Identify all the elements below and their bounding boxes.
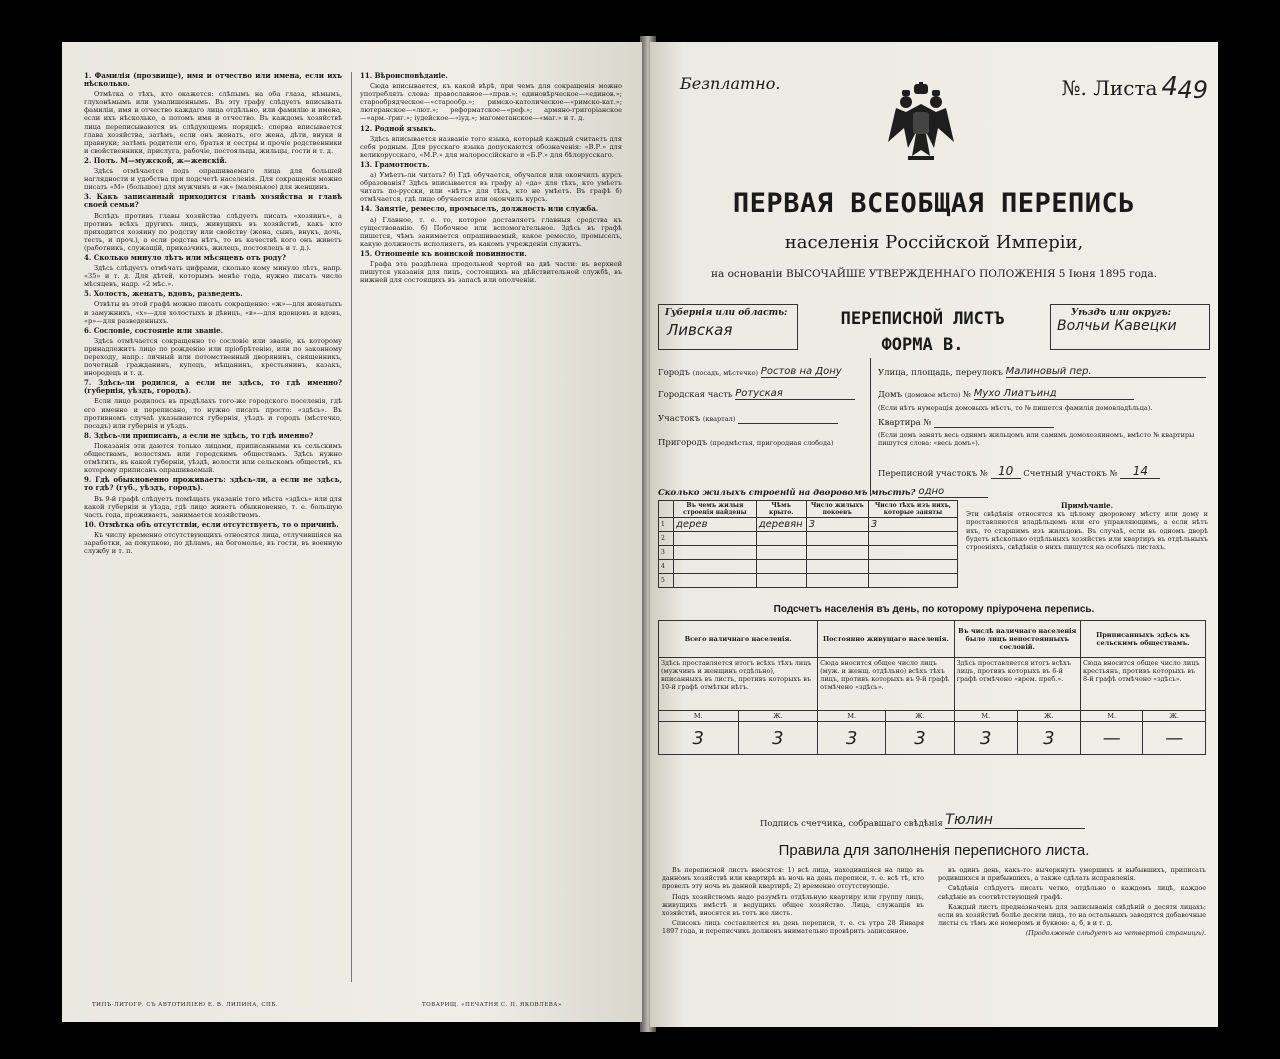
city-value: Ростов на Дону <box>760 366 842 377</box>
instruction-item-text: Отвѣты въ этой графѣ можно писать сокращенно: «ж»—для женатыхъ и замужнихъ, «х»—для холостыхъ и дѣвицъ, «в»—для вдовцовъ и вдовъ, «р»—для разведенныхъ. <box>84 300 342 325</box>
buildings-num-header <box>659 501 674 518</box>
buildings-row-number: 1 <box>659 518 674 532</box>
instruction-item-title: 7. Здѣсь-ли родился, а если не здѣсь, то гдѣ именно? (губернія, уѣздъ, городъ). <box>84 378 342 396</box>
pop-head-nonpermanent: Въ числѣ наличнаго населенія было лицъ непостоянныхъ сословій. <box>954 621 1080 658</box>
census-area-value: 10 <box>991 464 1021 479</box>
instruction-item-text: а) Умѣетъ-ли читать? б) Гдѣ обучается, обучался или окончилъ курсъ образованія? Здѣсь вписывается въ графу а) «да» для тѣхъ, кто умѣетъ читать по-русски, или «нѣтъ» для тѣхъ, кто не умѣетъ. Въ графѣ б) отмѣчается, гдѣ лицо обучается или окончилъ курсъ. <box>360 171 622 204</box>
legal-basis: на основаніи ВЫСОЧАЙШЕ УТВЕРЖДЕННАГО ПОЛОЖЕНІЯ 5 Іюня 1895 года. <box>710 268 1157 280</box>
population-desc-row <box>659 658 1206 711</box>
buildings-cell <box>868 574 957 588</box>
house-value: Мухо Лиатъинд <box>974 388 1134 400</box>
suburb-field <box>658 438 833 448</box>
pop-head-rural: Приписанныхъ здѣсь къ сельскимъ обществамъ. <box>1080 621 1205 658</box>
instruction-item-text: Отмѣтка о тѣхъ, кто окажется: слѣпымъ на оба глаза, нѣмымъ, глухонѣмымъ или умалишеннымъ. Въ эту графу слѣдуетъ вписывать фамиліи, имя и отчество каждаго лица отдѣльно, или фамилію и имена, если ихъ нѣсколько, а потомъ имя и отчество. Въ каждомъ хозяйствѣ лица переписываются въ слѣдующемъ порядкѣ: сперва вписывается глава хозяйства, затѣмъ, если онъ женатъ, его жена, дѣти, внуки и правнуки; затѣмъ родители его, братья и сестры и прочіе родственники и свойственники, прислуга, рабочіе, постояльцы, жильцы, гости и т. д. <box>84 90 342 155</box>
buildings-table <box>658 500 958 588</box>
buildings-row <box>659 518 958 532</box>
population-table <box>658 620 1206 755</box>
rule-paragraph: въ одинъ день, какъ-то: вычеркнуть умершихъ и выбывшихъ, приписать родившихся и прибывшихъ, а также сдѣлать исправленія. <box>938 866 1206 883</box>
house-note: (домовое мѣсто) <box>904 391 961 399</box>
population-head-row <box>659 621 1206 658</box>
document-title: ПЕРВАЯ ВСЕОБЩАЯ ПЕРЕПИСЬ <box>732 188 1136 219</box>
buildings-row-number: 3 <box>659 546 674 560</box>
population-mf-row <box>659 711 1206 722</box>
street-field <box>878 366 1206 378</box>
yard-answer: одно <box>918 486 988 498</box>
pop-nonpermanent-m: 3 <box>954 722 1017 755</box>
pop-nonpermanent-f: 3 <box>1017 722 1080 755</box>
rules-column-2 <box>938 866 1206 1016</box>
buildings-row <box>659 560 958 574</box>
yard-question-field <box>658 486 988 498</box>
pop-f-label: Ж. <box>1017 711 1080 722</box>
instructions-column-2 <box>360 70 622 985</box>
census-form-page <box>650 42 1218 1027</box>
precinct-value <box>738 423 838 424</box>
pop-f-label: Ж. <box>738 711 818 722</box>
house-label: Домъ <box>878 390 903 400</box>
printer-imprint-left: ТИПЪ-ЛИТОГР. СЪ АВТОТИПІЕЮ Е. В. ЛИПИНА, СПБ. <box>92 1002 279 1008</box>
instruction-item-text: Здѣсь вписывается названіе того языка, который каждый считаетъ для себя родным. Для русскаго языка допускаются обозначенія: «В.Р.» для великорусскаго, «М.Р.» для малороссійскаго и «Б.Р.» для бѣлорусскаго. <box>360 134 622 159</box>
rules-title: Правила для заполненія переписного листа. <box>778 842 1090 859</box>
instruction-item-text: Къ числу временно отсутствующихъ относятся лица, отлучившіяся на заработки, за покупкою, по дѣламъ, на богомолье, въ гости, въ военную службу и т. п. <box>84 530 342 556</box>
pop-m-label: М. <box>954 711 1017 722</box>
instruction-item-text: Въ 9-й графѣ слѣдуетъ помѣщать указаніе того мѣста «здѣсь» или для какой губерніи и уѣзда, гдѣ лицо живетъ обыкновенно, т. е. большую часть года, проживаетъ, занимается хозяйствомъ. <box>84 494 342 519</box>
instruction-item-title: 12. Родной языкъ. <box>360 123 437 133</box>
apartment-note: (Если домъ занятъ весь однимъ жильцомъ или самимъ домохозяиномъ, вмѣсто № квартиры пишутся слова: «весь домъ»). <box>878 431 1195 447</box>
counter-area-value: 14 <box>1120 464 1160 479</box>
instruction-item-title: 2. Полъ. М—мужской, ж—женскій. <box>84 155 227 165</box>
pop-m-label: М. <box>659 711 739 722</box>
pop-desc-rural: Сюда вносится общее число лицъ крестьянъ, противъ которыхъ въ 8-й графѣ отмѣчено «здѣсь». <box>1080 658 1205 711</box>
buildings-row <box>659 532 958 546</box>
instruction-item-text: Показанія эти даются только лицами, приписанными къ сельскимъ обществамъ, волостямъ или городскимъ обществамъ. Здѣсь нужно отмѣтить, въ какой губерніи, уѣздѣ, волости или сельскомъ обществѣ, къ которому приписанъ опрашиваемый. <box>84 441 342 475</box>
rule-paragraph: Въ переписной листъ вносятся: 1) всѣ лица, находившіяся на лицо въ данномъ хозяйствѣ или квартирѣ въ ночь на день переписи, т. е. всѣ тѣ, кто провелъ эту ночь въ данной квартирѣ; 2) временно отсутствующіе. <box>662 866 924 891</box>
apartment-field <box>878 418 1054 428</box>
house-subnote-field <box>878 403 1152 413</box>
pop-f-label: Ж. <box>1143 711 1206 722</box>
buildings-header-2: Чѣмъ крыто. <box>756 501 806 518</box>
buildings-cell <box>868 532 957 546</box>
form-title-line-1: ПЕРЕПИСНОЙ ЛИСТЪ <box>840 309 1005 329</box>
province-box <box>658 304 798 350</box>
buildings-cell <box>806 532 868 546</box>
buildings-note-block <box>966 502 1208 551</box>
pop-m-label: М. <box>1080 711 1143 722</box>
buildings-cell <box>674 546 757 560</box>
county-label: Уѣздъ или округъ: <box>1071 308 1171 318</box>
instruction-item-title: 10. Отмѣтка объ отсутствіи, если отсутствуетъ, то о причинѣ. <box>84 519 339 529</box>
house-field <box>878 388 1134 400</box>
instruction-item-title: 6. Сословіе, состояніе или званіе. <box>84 325 224 335</box>
pop-head-total: Всего наличнаго населенія. <box>659 621 818 658</box>
document-subtitle: населенія Россійской Имперіи, <box>784 232 1084 253</box>
instruction-item-text: Если лицо родилось въ предѣлахъ того-же городского поселенія, гдѣ его именно и переписано, то нужно писать просто: «здѣсь». Въ противномъ случаѣ указываются губернія, уѣздъ и городъ (мѣстечко, посадъ) или губернія и уѣздъ. <box>84 397 342 430</box>
buildings-cell: деревян <box>756 518 806 532</box>
sheet-number <box>1062 72 1178 102</box>
census-area-field <box>878 464 1160 479</box>
rules-continued: (Продолженіе слѣдуетъ на четвертой страницѣ). <box>1025 929 1206 938</box>
form-title-line-2: ФОРМА В. <box>881 335 964 355</box>
buildings-table-body <box>659 518 958 588</box>
instruction-item-text: Здѣсь отмѣчается подъ опрашиваемаго лица для большей наглядности и удобства при подсчетѣ населенія. Для сокращенія можно писать «М» (большое) для мужчинъ и «ж» (маленькое) для женщинъ. <box>84 167 342 192</box>
left-page <box>62 42 642 1022</box>
buildings-note-text: Эти свѣдѣнія относятся къ цѣлому дворовому мѣсту или дому и проставляются владѣльцемъ или его управляющимъ, а если нѣтъ ихъ, то старшимъ изъ жильцовъ. Въ случаѣ, если въ одномъ дворѣ будетъ нѣсколько отдѣльныхъ хозяйствъ или квартиръ въ отдѣльныхъ строеніяхъ, свѣдѣнія о нихъ пишутся на особыхъ листахъ. <box>966 510 1208 552</box>
buildings-row <box>659 574 958 588</box>
pop-rural-m: — <box>1080 722 1143 755</box>
buildings-cell <box>806 546 868 560</box>
city-label: Городъ <box>658 368 690 378</box>
instructions-column-1 <box>84 70 342 985</box>
instruction-item-title: 14. Занятіе, ремесло, промыселъ, должность или служба. <box>360 204 599 214</box>
district-field <box>658 388 855 400</box>
instruction-item-text: Графа эта раздѣлена продольной чертой на двѣ части: въ верхней пишутся указанія для лицъ, состоящихъ на дѣйствительной службѣ, въ нижней для состоящихъ въ запасѣ или ополченіи. <box>360 259 622 285</box>
pop-total-m: 3 <box>659 722 739 755</box>
rule-paragraph: Подъ хозяйствомъ надо разумѣть отдѣльную квартиру или группу лицъ, живущихъ вмѣстѣ и ведущихъ общее хозяйство. Лица, служащія въ хозяйствѣ, вносятся въ тотъ же листъ. <box>662 892 924 918</box>
buildings-cell <box>756 532 806 546</box>
instruction-item-title: 4. Сколько минуло лѣтъ или мѣсяцевъ отъ роду? <box>84 252 286 262</box>
buildings-cell <box>868 560 957 574</box>
street-value: Малиновый пер. <box>1006 366 1206 378</box>
buildings-row-number: 2 <box>659 532 674 546</box>
population-count-title: Подсчетъ населенія въ день, по которому пріурочена перепись. <box>773 604 1095 615</box>
buildings-cell: дерев <box>674 518 757 532</box>
street-label: Улица, площадь, переулокъ <box>878 368 1003 378</box>
precinct-field <box>658 414 838 424</box>
signature-value: Тюлин <box>945 812 1085 829</box>
house-subnote: (Если нѣтъ нумерація домовыхъ мѣстъ, то № пишется фамилія домовладѣльца). <box>878 404 1153 412</box>
rules-column-1 <box>662 866 924 1016</box>
sheet-number-value: 4 <box>1161 72 1178 102</box>
yard-question: Сколько жилыхъ строеній на дворовомъ мѣстѣ? <box>658 488 916 498</box>
buildings-header-3: Число жилыхъ покоевъ <box>806 501 868 518</box>
location-fields-left <box>658 358 871 496</box>
suburb-note: (предмѣстья, пригородная слобода) <box>710 439 834 447</box>
free-label: Безплатно. <box>680 74 781 93</box>
pop-permanent-f: 3 <box>886 722 954 755</box>
pop-permanent-m: 3 <box>818 722 886 755</box>
counter-area-label: Счетный участокъ № <box>1023 469 1118 479</box>
buildings-cell <box>674 560 757 574</box>
buildings-header-1: Въ чемъ жилыя строенія найдены <box>674 501 757 518</box>
census-area-label: Переписной участокъ № <box>878 469 988 479</box>
buildings-row <box>659 546 958 560</box>
pop-rural-f: — <box>1143 722 1206 755</box>
double-headed-eagle-emblem <box>886 82 956 166</box>
population-values-row <box>659 722 1206 755</box>
sheet-corner-mark: 49 <box>1177 76 1208 104</box>
pop-desc-permanent: Сюда вносится общее число лицъ (муж. и женщ. отдѣльно) всѣхъ тѣхъ лицъ, противъ которыхъ въ 9-й графѣ отмѣчено «здѣсь». <box>818 658 954 711</box>
province-label: Губернія или область: <box>665 308 788 318</box>
buildings-cell: 3 <box>806 518 868 532</box>
instruction-item-text: Здѣсь отмѣчается сокращенно то сословіе или званіе, къ которому принадлежитъ лицо по рожденію или пріобрѣтенію, или по законному переходу, напр.: личный или потомственный дворянинъ, священникъ, почетный гражданинъ, купецъ, мѣщанинъ, крестьянинъ, казакъ, инородецъ и т. д. <box>84 336 342 378</box>
county-box <box>1050 304 1210 350</box>
house-no: № <box>963 390 972 400</box>
buildings-header-4: Число тѣхъ изъ нихъ, которые заняты <box>868 501 957 518</box>
apartment-value <box>934 427 1054 428</box>
instruction-item-title: 3. Какъ записанный приходится главѣ хозяйства и главѣ своей семьи? <box>84 192 342 210</box>
precinct-label: Участокъ <box>658 414 701 424</box>
rule-paragraph: Списокъ лицъ составляется въ день переписи, т. е. съ утра 28 Января 1897 года, и переписчикъ долженъ внимательно провѣрить записанное. <box>662 919 924 936</box>
city-note: (посадъ, мѣстечко) <box>692 369 759 377</box>
instruction-item-title: 11. Вѣроисповѣданіе. <box>360 71 448 80</box>
buildings-row-number: 5 <box>659 574 674 588</box>
instruction-item-title: 9. Гдѣ обыкновенно проживаетъ: здѣсь-ли, а если не здѣсь, то гдѣ? (губ., уѣздъ, городъ). <box>84 475 342 493</box>
buildings-cell <box>674 574 757 588</box>
signature-label: Подпись счетчика, собравшаго свѣдѣнія <box>760 819 943 829</box>
apartment-label: Квартира № <box>878 418 932 428</box>
instruction-item-title: 8. Здѣсь-ли приписанъ, а если не здѣсь, то гдѣ именно? <box>84 430 314 440</box>
buildings-cell <box>756 560 806 574</box>
instruction-item-title: 13. Грамотность. <box>360 159 430 169</box>
buildings-cell <box>806 560 868 574</box>
buildings-cell <box>868 546 957 560</box>
pop-m-label: М. <box>818 711 886 722</box>
instruction-item-text: Сюда вписывается, къ какой вѣрѣ, при чемъ для сокращенія можно употреблять слова: православное—«прав.»; единовѣрческое—«единов.»; старообрядческое—«старообр.»; римско-католическое—«римско-кат.»; лютеранское—«лют.»; реформатское—«реф.»; армяно-григоріанское—«арм.-григ.»; іудейское—«іуд.»; магометанское—«маг.» и т. д. <box>360 82 622 123</box>
buildings-cell <box>756 546 806 560</box>
printer-imprint-right: ТОВАРИЩ. «ПЕЧАТНЯ С. П. ЯКОВЛЕВА» <box>422 1002 562 1008</box>
buildings-cell <box>674 532 757 546</box>
suburb-label: Пригородъ <box>658 438 708 448</box>
buildings-cell: 3 <box>868 518 957 532</box>
instruction-item-text: Здѣсь слѣдуетъ отмѣчать цифрами, сколько кому минуло лѣтъ, напр. «35» и т. д. Для дѣтей, которымъ менѣе года, нужно писать число мѣсяцевъ, надр. «2 мѣс.». <box>84 264 342 289</box>
signature-field <box>760 812 1085 829</box>
instruction-item-title: 1. Фамилія (прозвище), имя и отчество или имена, если ихъ нѣсколько. <box>84 71 342 89</box>
sheet-number-label: №. Листа <box>1061 76 1158 100</box>
rule-paragraph: Каждый листъ предназначенъ для записыванія свѣдѣній о десяти лицахъ; если въ хозяйствѣ болѣе десяти лицъ, то на остальныхъ заводятся добавочные листы съ тѣмъ же номеромъ и буквою: а, б, в и т. д. <box>938 902 1206 928</box>
buildings-cell <box>806 574 868 588</box>
district-value: Ротуская <box>735 388 855 400</box>
province-value: Ливская <box>667 321 733 339</box>
pop-total-f: 3 <box>738 722 818 755</box>
buildings-table-header <box>659 501 958 518</box>
column-divider <box>351 72 352 982</box>
instruction-item-text: Вслѣдъ противъ главы хозяйства слѣдуетъ писать «хозяинъ», а противъ всѣхъ другихъ лицъ, живущихъ въ хозяйствѣ, какъ кто приходится хозяину по родству или свойству (жена, сынъ, внукъ, дочь, тесть, и проч.), а если родства нѣтъ, то въ качествѣ кого онъ живетъ (работникъ, служащій, приказчикъ, жилецъ, постоялецъ и т. д.). <box>84 211 342 252</box>
rule-paragraph: Свѣдѣнія слѣдуетъ писать четко, отдѣльно о каждомъ лицѣ, каждое свѣдѣніе въ соотвѣтствующей графѣ. <box>938 884 1206 901</box>
precinct-note: (квартал) <box>702 415 736 423</box>
pop-head-permanent: Постоянно живущаго населенія. <box>818 621 954 658</box>
form-title <box>800 306 1045 358</box>
buildings-note-title: Примѣчаніе. <box>1060 501 1114 510</box>
pop-f-label: Ж. <box>886 711 954 722</box>
instruction-item-title: 15. Отношеніе къ воинской повинности. <box>360 248 527 258</box>
instruction-item-title: 5. Холостъ, женатъ, вдовъ, разведенъ. <box>84 289 243 299</box>
county-value: Волчьи Кавецки <box>1057 318 1177 334</box>
instruction-item-text: а) Главное, т. е. то, которое доставляетъ главныя средства къ существованію. б) Побочное или вспомогательное. Здѣсь въ графѣ пишется, чѣмъ занимается опрашиваемый, какое ремесло, промыселъ, какую должность исполняетъ, въ какомъ учрежденіи служитъ. <box>360 215 622 248</box>
apartment-note-field <box>878 431 1198 447</box>
pop-desc-total: Здѣсь проставляется итогъ всѣхъ тѣхъ лицъ (мужчинъ и женщинъ отдѣльно), вписанныхъ въ листъ, противъ которыхъ въ 10-й графѣ отмѣтки нѣтъ. <box>659 658 818 711</box>
buildings-row-number: 4 <box>659 560 674 574</box>
pop-desc-nonpermanent: Здѣсь проставляется итогъ всѣхъ лицъ, противъ которыхъ въ 6-й графѣ отмѣчено «врем. преб.». <box>954 658 1080 711</box>
district-label: Городская часть <box>658 390 733 400</box>
buildings-cell <box>756 574 806 588</box>
city-field <box>658 366 842 378</box>
